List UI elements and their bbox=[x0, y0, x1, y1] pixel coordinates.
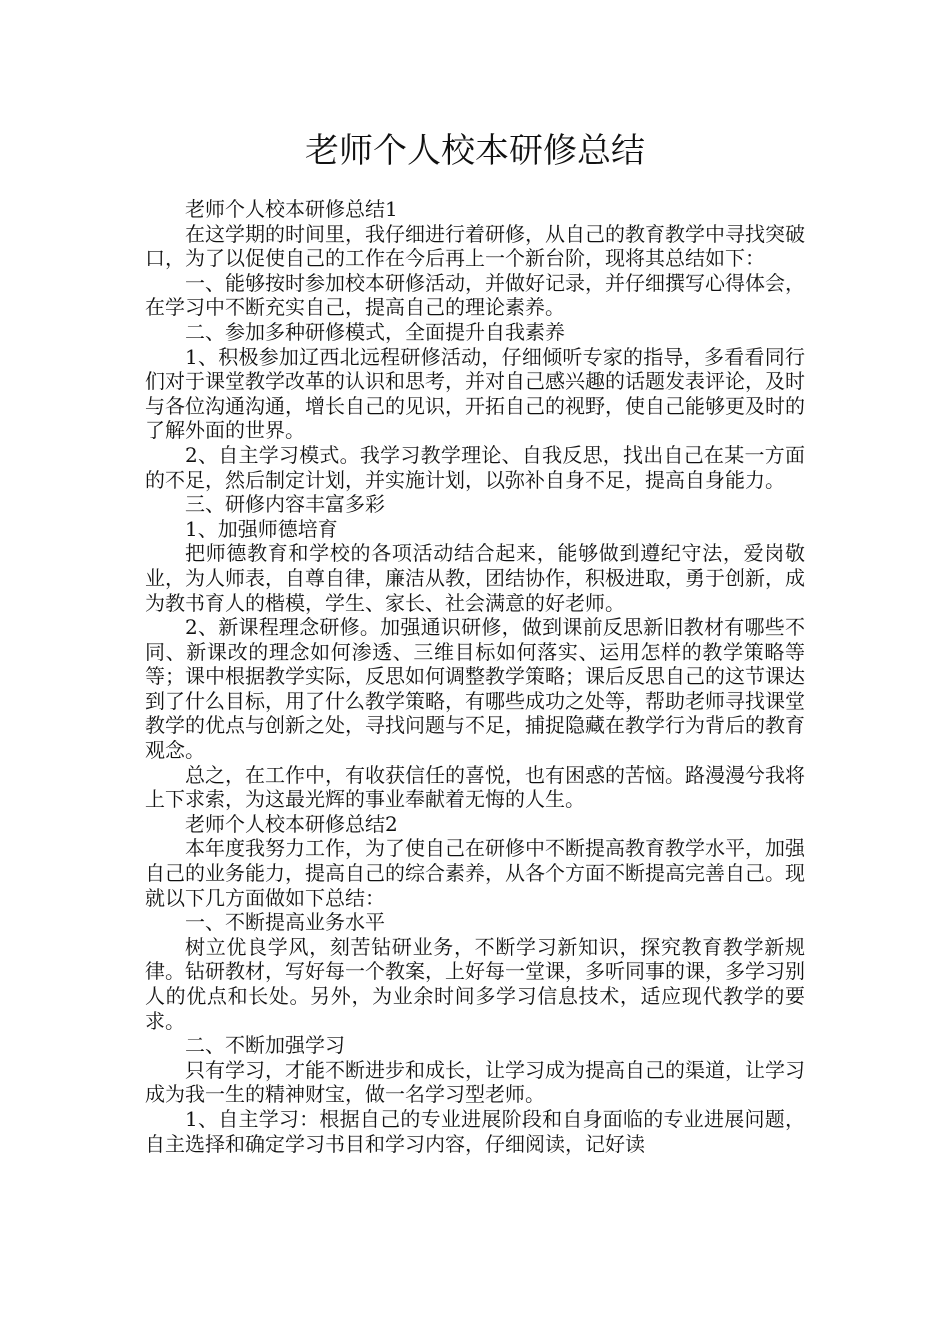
paragraph: 老师个人校本研修总结2 bbox=[185, 811, 398, 836]
document-title: 老师个人校本研修总结 bbox=[305, 131, 645, 171]
paragraph: 三、研修内容丰富多彩 bbox=[185, 492, 385, 517]
document-body bbox=[145, 197, 805, 1156]
paragraph: 一、能够按时参加校本研修活动，并做好记录，并仔细撰写心得体会，在学习中不断充实自己，提高自己的理论素养。 bbox=[145, 270, 805, 320]
paragraph: 1、自主学习：根据自己的专业进展阶段和自身面临的专业进展问题，自主选择和确定学习书目和学习内容，仔细阅读，记好读 bbox=[145, 1106, 805, 1156]
paragraph: 把师德教育和学校的各项活动结合起来，能够做到遵纪守法，爱岗敬业，为人师表，自尊自律，廉洁从教，团结协作，积极进取，勇于创新，成为教书育人的楷模，学生、家长、社会满意的好老师。 bbox=[145, 541, 805, 615]
paragraph: 只有学习，才能不断进步和成长，让学习成为提高自己的渠道，让学习成为我一生的精神财宝，做一名学习型老师。 bbox=[145, 1057, 805, 1107]
paragraph: 二、不断加强学习 bbox=[185, 1033, 345, 1058]
paragraph: 老师个人校本研修总结1 bbox=[185, 197, 398, 221]
paragraph: 本年度我努力工作，为了使自己在研修中不断提高教育教学水平，加强自己的业务能力，提高自己的综合素养，从各个方面不断提高完善自己。现就以下几方面做如下总结： bbox=[145, 836, 805, 910]
paragraph: 1、积极参加辽西北远程研修活动，仔细倾听专家的指导，多看看同行们对于课堂教学改革的认识和思考，并对自己感兴趣的话题发表评论，及时与各位沟通沟通，增长自己的见识，开拓自己的视野，使自己能够更及时的了解外面的世界。 bbox=[145, 344, 805, 443]
paragraph: 总之，在工作中，有收获信任的喜悦，也有困惑的苦恼。路漫漫兮我将上下求索，为这最光辉的事业奉献着无悔的人生。 bbox=[145, 762, 805, 812]
paragraph: 2、新课程理念研修。加强通识研修，做到课前反思新旧教材有哪些不同、新课改的理念如何渗透、三维目标如何落实、运用怎样的教学策略等等；课中根据教学实际，反思如何调整教学策略；课后反思自己的这节课达到了什么目标，用了什么教学策略，有哪些成功之处等，帮助老师寻找课堂教学的优点与创新之处，寻找问题与不足，捕捉隐藏在教学行为背后的教育观念。 bbox=[145, 615, 805, 763]
paragraph: 二、参加多种研修模式，全面提升自我素养 bbox=[185, 319, 565, 344]
paragraph: 在这学期的时间里，我仔细进行着研修，从自己的教育教学中寻找突破口，为了以促使自己的工作在今后再上一个新台阶，现将其总结如下： bbox=[145, 221, 805, 271]
paragraph: 2、自主学习模式。我学习教学理论、自我反思，找出自己在某一方面的不足，然后制定计划，并实施计划，以弥补自身不足，提高自身能力。 bbox=[145, 442, 805, 492]
paragraph: 树立优良学风，刻苦钻研业务，不断学习新知识，探究教育教学新规律。钻研教材，写好每一个教案，上好每一堂课，多听同事的课，多学习别人的优点和长处。另外，为业余时间多学习信息技术，适应现代教学的要求。 bbox=[145, 934, 805, 1033]
paragraph: 1、加强师德培育 bbox=[185, 516, 338, 541]
paragraph: 一、不断提高业务水平 bbox=[185, 910, 385, 935]
